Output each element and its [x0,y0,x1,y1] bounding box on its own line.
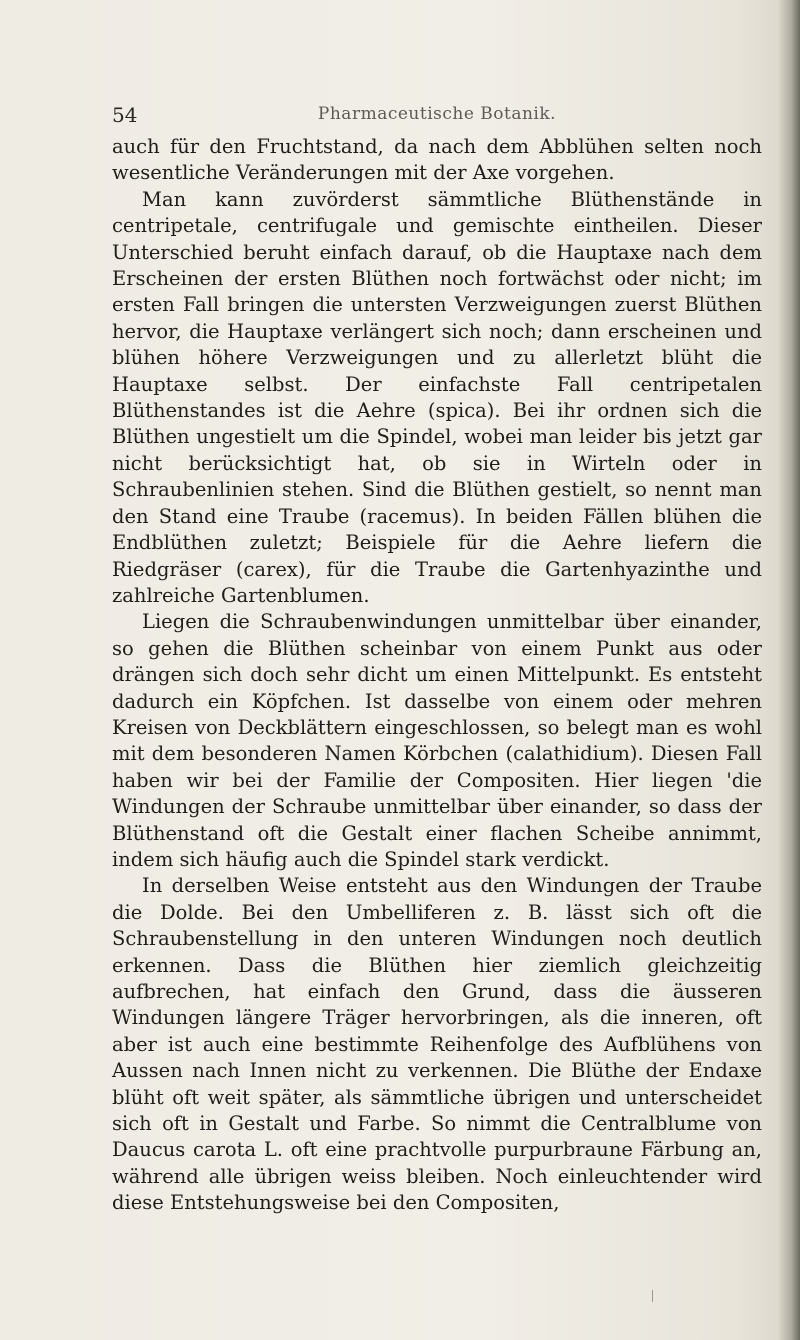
running-title: Pharmaceutische Botanik. [317,104,557,124]
paragraph-capitulum: Liegen die Schraubenwindungen unmittelbar über einander, so gehen die Blüthen scheinbar von einem Punkt aus oder drängen sich doch sehr dicht um einen Mittelpunkt. Es entsteht dadurch ein Köpfchen. Ist dasselbe von einem oder mehren Kreisen von Deckblättern eingeschlossen, so belegt man es wohl mit dem besonderen Namen Körbchen (calathidium). Diesen Fall haben wir bei der Familie der Compositen. Hier liegen 'die Windungen der Schraube unmittelbar über einander, so dass der Blüthenstand oft die Gestalt einer flachen Scheibe annimmt, indem sich häufig auch die Spindel stark verdickt. [112,610,762,871]
body-text [112,134,762,1217]
page-edge-shadow [778,0,800,1340]
paragraph-umbel: In derselben Weise entsteht aus den Windungen der Traube die Dolde. Bei den Umbelliferen z. B. lässt sich oft die Schraubenstellung in den unteren Windungen noch deutlich erkennen. Dass die Blüthen hier ziemlich gleichzeitig aufbrechen, hat einfach den Grund, dass die äusseren Windungen längere Träger hervorbringen, als die inneren, oft aber ist auch eine bestimmte Reihenfolge des Aufblühens von Aussen nach Innen nicht zu verkennen. Die Blüthe der Endaxe blüht oft weit später, als sämmtliche übrigen und unterscheidet sich oft in Gestalt und Farbe. So nimmt die Centralblume von Daucus carota L. oft eine prachtvolle purpurbraune Färbung an, während alle übrigen weiss bleiben. Noch einleuchtender wird diese Entstehungsweise bei den Compositen, [112,874,762,1215]
paragraph-inflorescence-types: Man kann zuvörderst sämmtliche Blüthenstände in centripetale, centrifugale und gemischte eintheilen. Dieser Unterschied beruht einfach darauf, ob die Hauptaxe nach dem Erscheinen der ersten Blüthen noch fortwächst oder nicht; im ersten Fall bringen die untersten Verzweigungen zuerst Blüthen hervor, die Hauptaxe verlängert sich noch; dann erscheinen und blühen höhere Verzweigungen und zu allerletzt blüht die Hauptaxe selbst. Der einfachste Fall centripetalen Blüthenstandes ist die Aehre (spica). Bei ihr ordnen sich die Blüthen ungestielt um die Spindel, wobei man leider bis jetzt gar nicht berücksichtigt hat, ob sie in Wirteln oder in Schraubenlinien stehen. Sind die Blüthen gestielt, so nennt man den Stand eine Traube (racemus). In beiden Fällen blühen die Endblüthen zuletzt; Beispiele für die Aehre liefern die Riedgräser (carex), für die Traube die Gartenhyazinthe und zahlreiche Gartenblumen. [112,187,762,607]
page-header [112,102,762,132]
paragraph-continuation: auch für den Fruchtstand, da nach dem Abblühen selten noch wesentliche Veränderungen mit der Axe vorgehen. [112,135,762,185]
print-mark [652,1290,653,1302]
page-number: 54 [112,103,138,127]
